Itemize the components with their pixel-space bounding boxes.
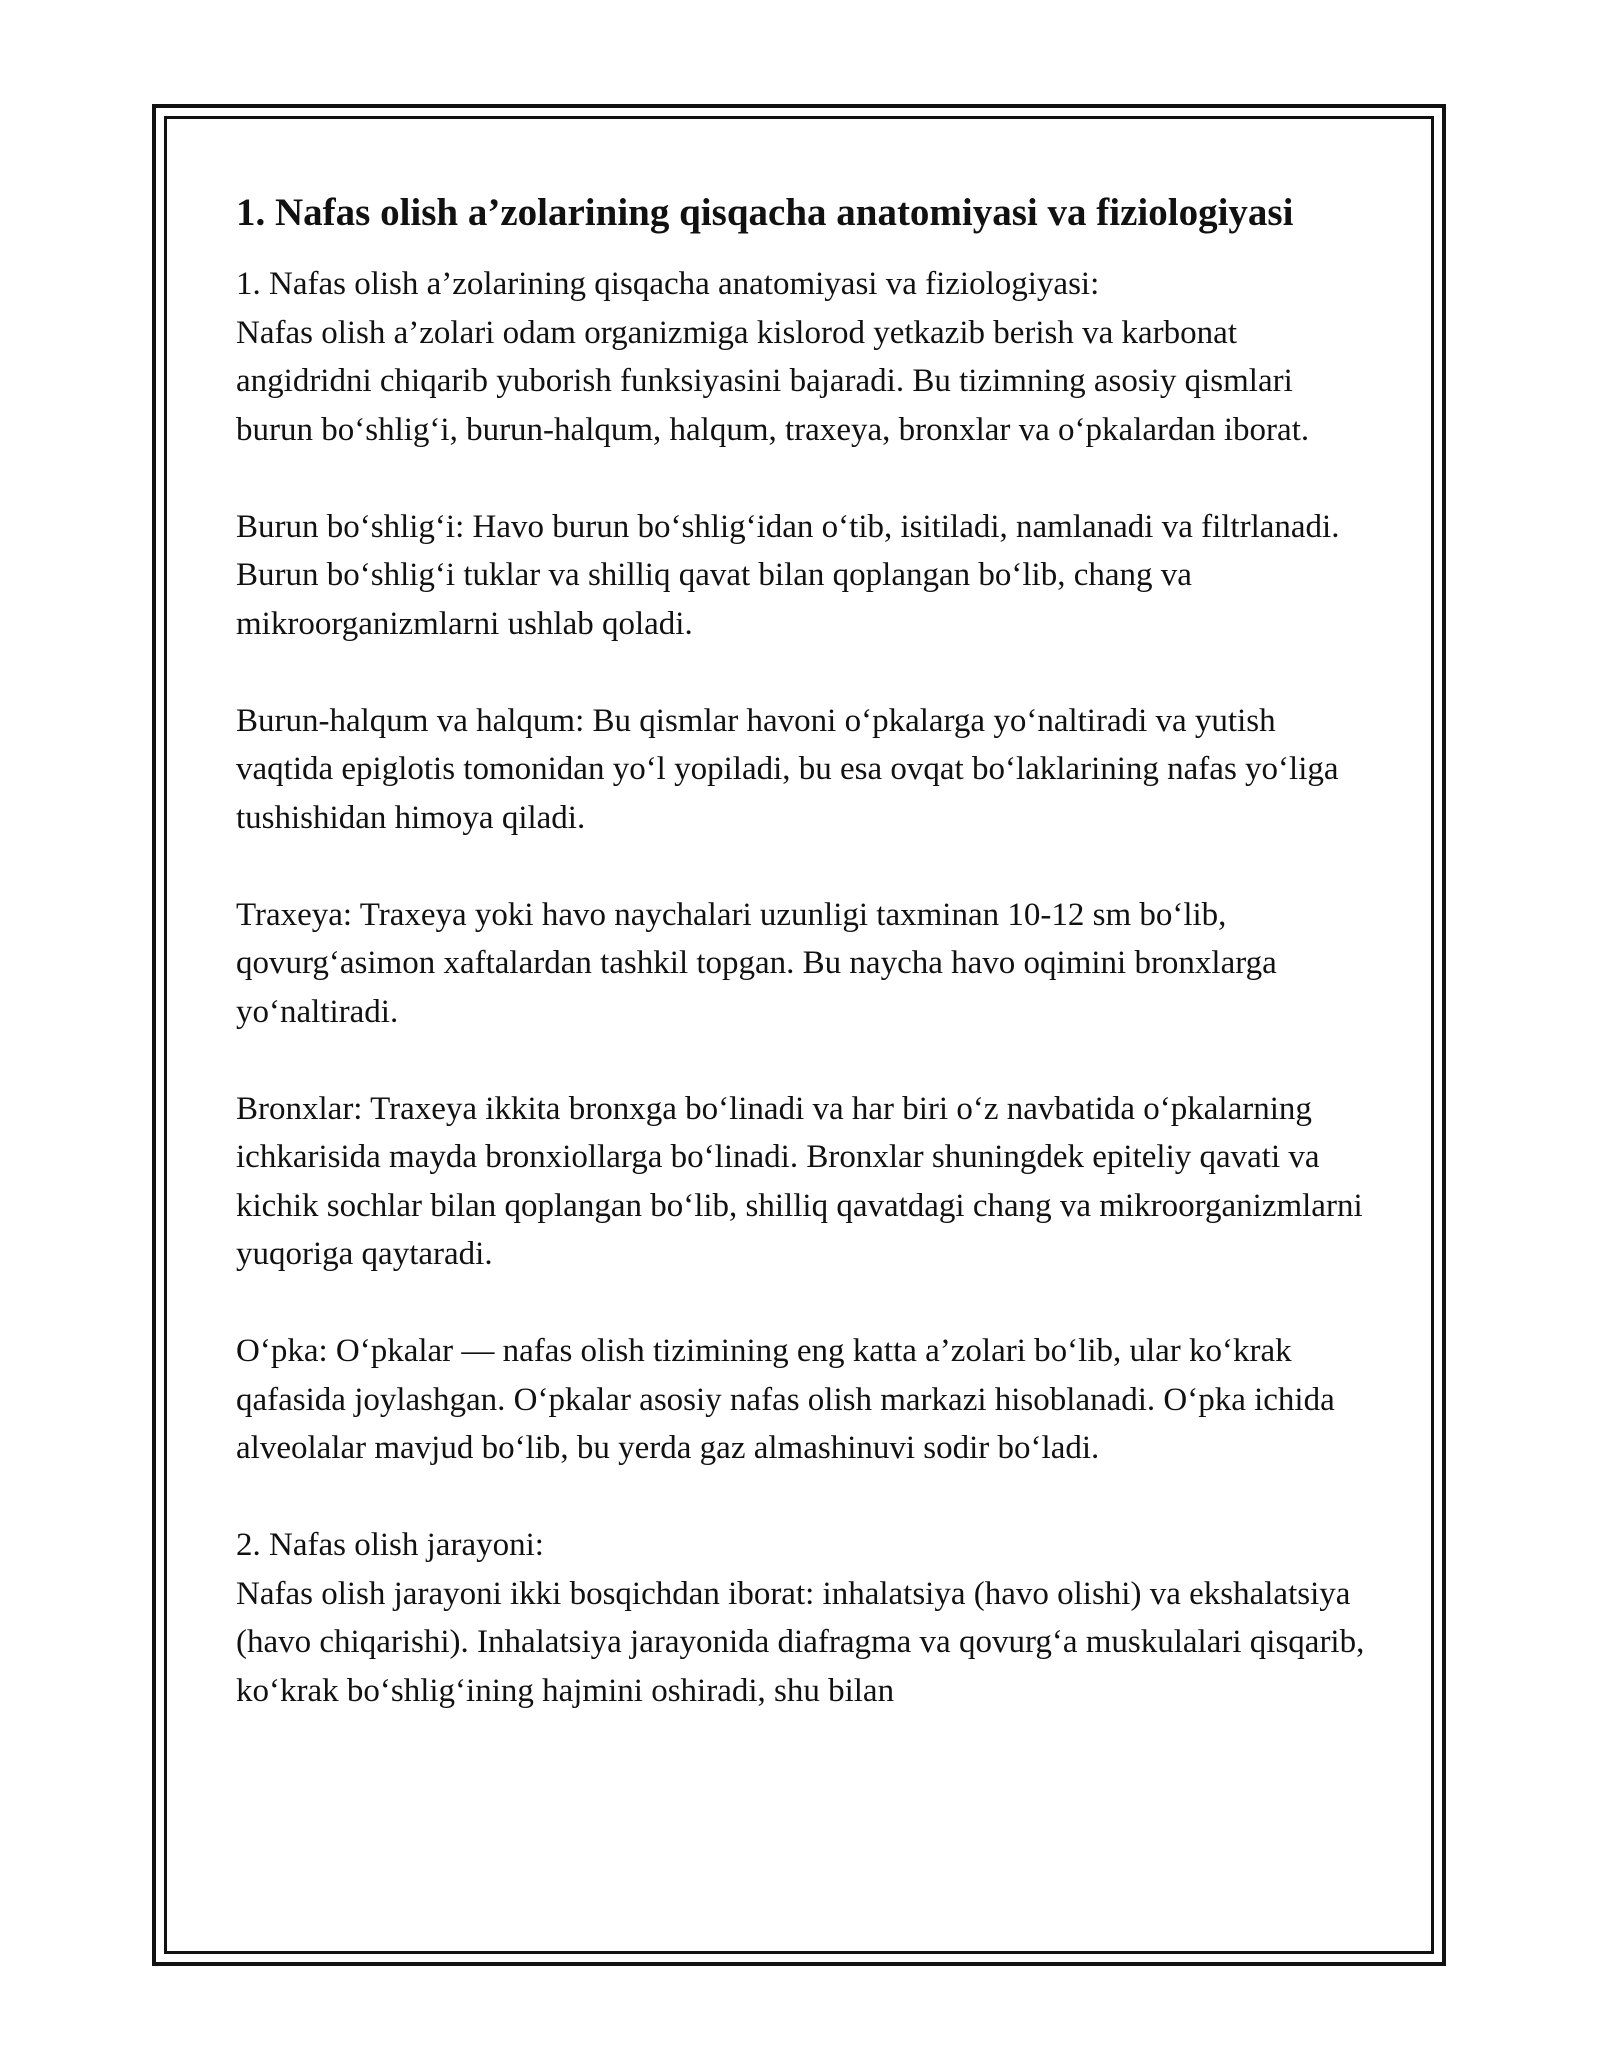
- document-title: 1. Nafas olish a’zolarining qisqacha anatomiyasi va fiziologiyasi: [236, 191, 1294, 234]
- paragraph-text: Nafas olish a’zolari odam organizmiga kislorod yetkazib berish va karbonat angidridni chiqarib yuborish funksiyasini bajaradi. Bu tizimning asosiy qismlari burun bo‘shlig‘i, burun-halqum, halqum, traxeya, bronxlar va o‘pkalardan iborat.: [236, 314, 1310, 448]
- paragraph-trachea: [236, 891, 1376, 1037]
- paragraph-heading: 2. Nafas olish jarayoni:: [236, 1527, 544, 1563]
- paragraph-text: Nafas olish jarayoni ikki bosqichdan iborat: inhalatsiya (havo olishi) va ekshalatsiya (havo chiqarishi). Inhalatsiya jarayonida diafragma va qovurg‘a muskulalari qisqarib, ko‘krak bo‘shlig‘ining hajmini oshiradi, shu bilan: [236, 1575, 1365, 1709]
- paragraph-text: Burun-halqum va halqum: Bu qismlar havoni o‘pkalarga yo‘naltiradi va yutish vaqtida epiglotis tomonidan yo‘l yopiladi, bu esa ovqat bo‘laklarining nafas yo‘liga tushishidan himoya qiladi.: [236, 702, 1339, 836]
- paragraph-bronchi: [236, 1085, 1376, 1279]
- paragraph-pharynx-larynx: [236, 697, 1376, 843]
- paragraph-intro: [236, 260, 1376, 454]
- paragraph-breathing-process: [236, 1521, 1376, 1715]
- paragraph-text: Burun bo‘shlig‘i: Havo burun bo‘shlig‘idan o‘tib, isitiladi, namlanadi va filtrlanadi. Burun bo‘shlig‘i tuklar va shilliq qavat bilan qoplangan bo‘lib, chang va mikroorganizmlarni ushlab qoladi.: [236, 508, 1340, 642]
- paragraph-text: Bronxlar: Traxeya ikkita bronxga bo‘linadi va har biri o‘z navbatida o‘pkalarning ichkarisida mayda bronxiollarga bo‘linadi. Bronxlar shuningdek epiteliy qavati va kichik sochlar bilan qoplangan bo‘lib, shilliq qavatdagi chang va mikroorganizmlarni yuqoriga qaytaradi.: [236, 1090, 1363, 1272]
- paragraph-lungs: [236, 1327, 1376, 1473]
- document-body: [236, 186, 1376, 1764]
- paragraph-text: O‘pka: O‘pkalar — nafas olish tizimining eng katta a’zolari bo‘lib, ular ko‘krak qafasida joylashgan. O‘pkalar asosiy nafas olish markazi hisoblanadi. O‘pka ichida alveolalar mavjud bo‘lib, bu yerda gaz almashinuvi sodir bo‘ladi.: [236, 1333, 1335, 1466]
- paragraph-text: Traxeya: Traxeya yoki havo naychalari uzunligi taxminan 10-12 sm bo‘lib, qovurg‘asimon xaftalardan tashkil topgan. Bu naycha havo oqimini bronxlarga yo‘naltiradi.: [236, 896, 1277, 1030]
- paragraph-heading: 1. Nafas olish a’zolarining qisqacha anatomiyasi va fiziologiyasi:: [236, 266, 1100, 302]
- paragraph-nasal-cavity: [236, 503, 1376, 649]
